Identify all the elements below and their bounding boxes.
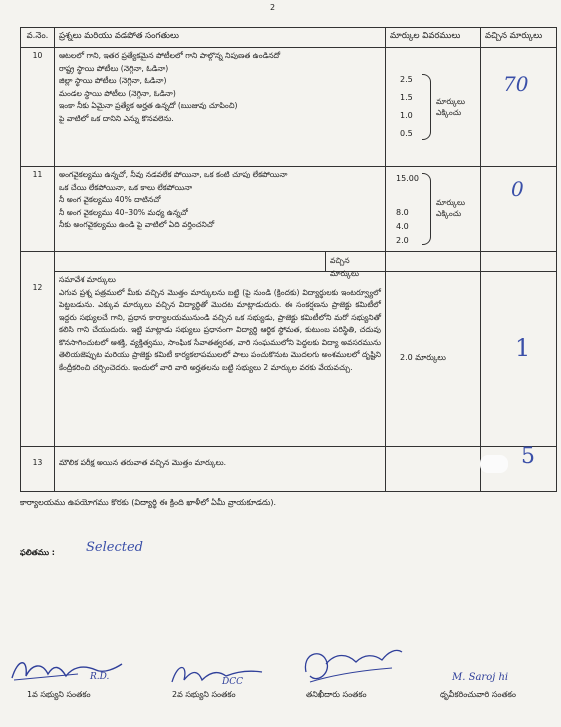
handwritten-mark: 5 — [521, 444, 535, 469]
header-marks-details: మార్కుల వివరములు — [386, 28, 481, 48]
header-sno: వ.నెం. — [21, 28, 55, 48]
row-12-marks — [386, 272, 481, 447]
signature-scrawl-3 — [296, 642, 406, 692]
correction-blot — [480, 455, 508, 473]
signature-4-scrawl: M. Saroj hi — [452, 672, 509, 683]
mark-value: 2.0 — [396, 236, 409, 245]
signature-label-1: 1వ సభ్యుని సంతకం — [27, 690, 91, 699]
row-13-text: మౌలిక పరీక్ష అయిన తరువాత వచ్చిన మొత్తం మార్కులు. — [55, 447, 386, 492]
row-10-obtained — [481, 48, 557, 167]
mark-value: 2.5 — [400, 75, 413, 84]
table-row-10 — [21, 48, 557, 167]
row-10-questions — [55, 48, 386, 167]
row-10-line: ఇంకా నీకు ఏమైనా ప్రత్యేక అర్హత ఉన్నదో (ఋజువు చూపించి) — [59, 101, 238, 110]
signature-label-2: 2వ సభ్యుని సంతకం — [172, 690, 236, 699]
signature-2-initials: DCC — [222, 677, 243, 687]
header-marks-obtained: వచ్చిన మార్కులు — [481, 28, 557, 48]
row-12-obtained — [481, 272, 557, 447]
brace-icon — [422, 173, 431, 245]
table-row-12 — [21, 252, 557, 272]
row-11-line: నీ అంగ వైకల్యము 40% దాటినచో — [59, 195, 161, 204]
signature-label-3: తనిఖీదారు సంతకం — [306, 690, 367, 699]
table-header-row — [21, 28, 557, 48]
row-10-sno: 10 — [21, 48, 55, 167]
handwritten-mark: 0 — [511, 177, 524, 201]
mark-value: 8.0 — [396, 208, 409, 217]
row-11-obtained — [481, 167, 557, 252]
row-11-line: అంగవైకల్యము ఉన్నచో, నీవు నడవలేక పోయినా, ఒక కంటి చూపు లేకపోయినా — [59, 170, 288, 179]
row-12-subheader-cell — [55, 252, 386, 278]
signature-scrawl-1 — [8, 650, 128, 690]
mark-value: 1.0 — [400, 111, 413, 120]
row-11-questions — [55, 167, 386, 252]
mark-value: 4.0 — [396, 222, 409, 231]
row-12-subheader-blank — [386, 252, 481, 272]
row-11-line: ఒక చేయి లేకపోయినా, ఒక కాలు లేకపోయినా — [59, 182, 193, 192]
mark-value: 1.5 — [400, 93, 413, 102]
table-row-13 — [21, 447, 557, 492]
marks-table — [20, 27, 557, 492]
row-13-marks — [386, 447, 481, 492]
marks-note: మార్కులు ఎక్కించు — [436, 198, 466, 218]
handwritten-mark: 70 — [503, 72, 529, 96]
row-10-marks — [386, 48, 481, 167]
signature-label-4: ధృవీకరించువారి సంతకం — [440, 690, 516, 699]
result-label: ఫలితము : — [20, 548, 55, 557]
row-10-line: పై వాటిలో ఒక దానిని ఎన్ను కొనవలెను. — [59, 113, 174, 123]
signature-1-initials: R.D. — [90, 672, 110, 682]
row-12-title: సమావేశ మార్కులు — [59, 275, 116, 284]
page-number: 2 — [270, 3, 276, 12]
mark-value: 0.5 — [400, 129, 413, 138]
brace-icon — [422, 74, 431, 140]
row-12-sno: 12 — [21, 252, 55, 447]
marks-note: మార్కులు ఎక్కించు — [436, 97, 466, 117]
header-questions: ప్రశ్నలు మరియు వడపోత సంగతులు — [55, 28, 386, 48]
row-12-questions — [55, 272, 386, 447]
row-10-line: మండల స్థాయి పోటీలు (నెగ్గినా, ఓడినా) — [59, 88, 176, 98]
table-row-11 — [21, 167, 557, 252]
table-row-12-body — [21, 272, 557, 447]
mark-value: 15.00 — [396, 174, 419, 183]
result-value: Selected — [86, 540, 143, 555]
row-11-sno: 11 — [21, 167, 55, 252]
row-12-text: ఎగువ ప్రశ్న పత్రములో మీకు వచ్చిన మొత్తం మార్కులను బట్టి (పై నుండి (క్రిందకు) విద్యార్థులకు ఇంటర్వ్యూలో పెట్టబడును. ఎక్కువ మార్కులు వచ్చిన విద్యార్థితో మొదట మాట్లాడుదురు. ఈ సంకర్షణను ప్రాజెక్టు కమిటీలో ఇద్దరు సభ్యులచే గాని, ప్రధాన కార్యాలయమునుండి వచ్చిన ఒక సభ్యుడు, ప్రాజెక్టు కమిటీలోని మరో సభ్యునితో కలిసి గాని చేయుదురు. ఇట్టి మాట్లాడు సభ్యులు ప్రధానంగా విద్యార్థి ఆర్థిక స్థోమత, కుటుంబ పరిస్థితి, చదువు కొనసాగించుటలో ఆశక్తి, వ్యక్తిత్వము, సాంఘిక సేవాతత్వరత, వారి సంఘములోని పెద్దలకు విద్యా అవసరమును తెలియజెప్పుట మరియు ప్రాజెక్టు కమిటీ కార్యకలాపములలో పాలు పంచుకొనుట మొదలగు అంశములలో దృష్టిని కేంద్రీకరించి చర్చించెదరు. ఇందులో వారి వారి అర్హతలను బట్టి సభ్యులు 2 మార్కుల వరకు వేయవచ్చు. — [59, 287, 381, 372]
row-12-subheader-blank2 — [481, 252, 557, 272]
mark-value: 2.0 మార్కులు — [400, 353, 446, 362]
row-13-sno: 13 — [21, 447, 55, 492]
row-10-line: జిల్లా స్థాయి పోటీలు (నెగ్గినా, ఓడినా) — [59, 76, 167, 85]
subheader-obtained: వచ్చిన మార్కులు — [325, 252, 385, 271]
office-note: కార్యాలయము ఉపయోగము కొరకు (విద్యార్థి ఈ క్రింది ఖాళీలో ఏమీ వ్రాయకూడదు). — [20, 498, 277, 507]
row-10-line: రాష్ట్ర స్థాయి పోటీలు (నెగ్గినా, ఓడినా) — [59, 63, 169, 73]
row-10-line: ఆటలలో గాని, ఇతర ప్రత్యేకమైన పోటీలలో గాని పాల్గొన్న నిపుణత ఉండినదో — [59, 51, 281, 60]
row-11-marks — [386, 167, 481, 252]
signature-scrawl-2 — [166, 660, 266, 690]
handwritten-mark: 1 — [515, 334, 531, 362]
row-11-line: నీ అంగ వైకల్యము 40–30% మధ్య ఉన్నచో — [59, 207, 188, 217]
row-11-line: నీకు అంగవైకల్యము ఉండి పై వాటిలో ఏది వర్తించనిచో — [59, 220, 215, 229]
